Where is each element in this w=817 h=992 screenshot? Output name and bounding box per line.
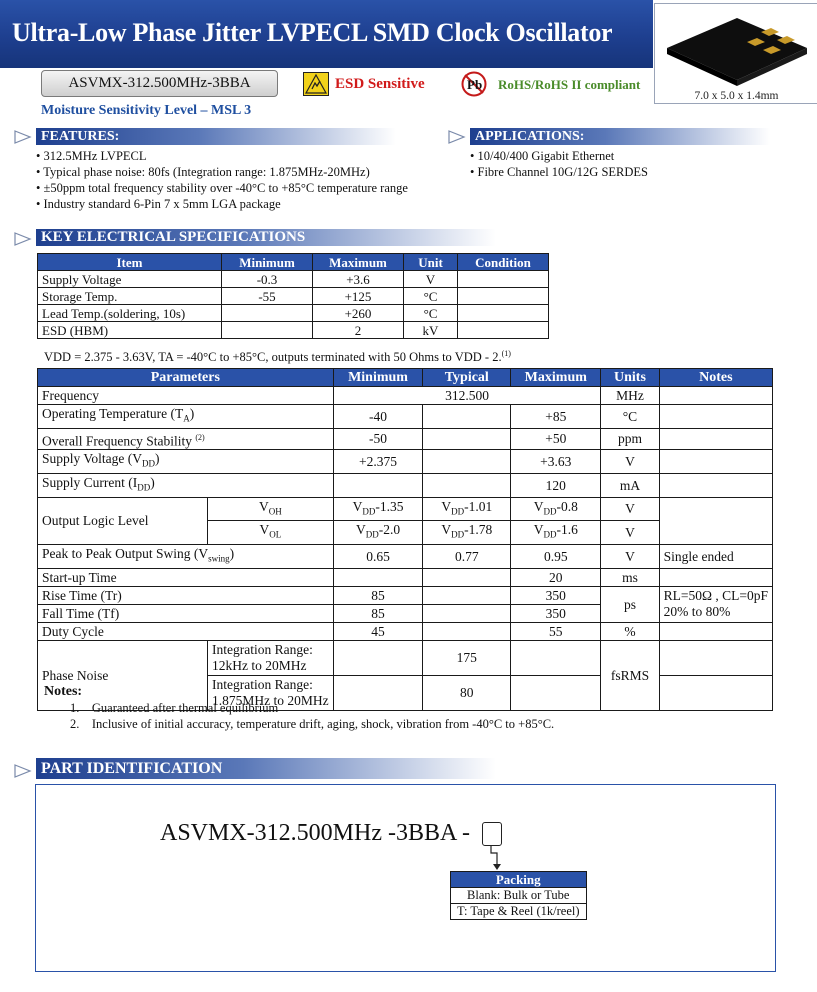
table-row: [38, 288, 549, 305]
table-cell: MHz: [601, 387, 659, 405]
table-row: [38, 586, 773, 604]
list-item: • Industry standard 6-Pin 7 x 5mm LGA package: [36, 197, 281, 211]
table-cell: [659, 640, 772, 675]
list-item: • Fibre Channel 10G/12G SERDES: [470, 165, 648, 179]
list-item: • Typical phase noise: 80fs (Integration range: 1.875MHz-20MHz): [36, 165, 370, 179]
table-cell: °C: [404, 288, 458, 305]
table-cell: [659, 450, 772, 474]
column-header: Unit: [404, 254, 458, 271]
table-cell: Storage Temp.: [38, 288, 222, 305]
table-cell: +3.6: [313, 271, 404, 288]
packing-title: Packing: [451, 872, 587, 888]
parameters-table: [37, 368, 773, 711]
table-cell: $V_{DD}-1.35$: [333, 497, 423, 521]
table-row: [38, 450, 773, 474]
applications-title: APPLICATIONS:: [475, 129, 585, 144]
table-cell: Overall Frequency Stability $^{(2)}$: [38, 428, 334, 450]
section-arrow-icon: [14, 130, 32, 144]
table-cell: [458, 271, 549, 288]
table-cell: Duty Cycle: [38, 622, 334, 640]
packing-table: [450, 871, 587, 920]
table-row: [38, 640, 773, 675]
table-cell: Operating Temperature $(T_A)$: [38, 405, 334, 429]
table-cell: -55: [222, 288, 313, 305]
key-specs-table: [37, 253, 549, 339]
table-cell: 120: [511, 473, 601, 497]
table-cell: 0.95: [511, 544, 601, 568]
column-header: Minimum: [333, 369, 423, 387]
table-row: [451, 888, 587, 904]
table-cell: %: [601, 622, 659, 640]
table-cell: Supply Current $(I_{DD})$: [38, 473, 334, 497]
moisture-sensitivity-level: Moisture Sensitivity Level – MSL 3: [41, 103, 252, 118]
table-row: [38, 305, 549, 322]
table-cell: [222, 305, 313, 322]
table-cell: 45: [333, 622, 423, 640]
table-cell: ms: [601, 568, 659, 586]
list-item: • 312.5MHz LVPECL: [36, 149, 147, 163]
table-cell: +50: [511, 428, 601, 450]
table-cell: RL=50Ω , CL=0pF 20% to 80%: [659, 586, 772, 622]
table-cell: [333, 640, 423, 675]
applications-header: [470, 128, 770, 145]
table-cell: 312.500: [333, 387, 601, 405]
part-id-header: [36, 758, 496, 779]
table-cell: Supply Voltage $(V_{DD})$: [38, 450, 334, 474]
table-cell: $V_{OH}$: [208, 497, 334, 521]
column-header: Maximum: [313, 254, 404, 271]
table-cell: $V_{DD}-2.0$: [333, 521, 423, 545]
table-cell: 20: [511, 568, 601, 586]
table-cell: 85: [333, 586, 423, 604]
table-cell: -40: [333, 405, 423, 429]
table-cell: Integration Range: 1.875MHz to 20MHz: [208, 675, 334, 710]
table-cell: 0.65: [333, 544, 423, 568]
table-cell: -50: [333, 428, 423, 450]
table-cell: Lead Temp.(soldering, 10s): [38, 305, 222, 322]
notes-title: Notes:: [44, 684, 83, 699]
table-cell: 175: [423, 640, 511, 675]
table-row: [38, 622, 773, 640]
table-cell: Output Logic Level: [38, 497, 208, 544]
down-arrow-icon: [484, 845, 504, 873]
table-cell: +85: [511, 405, 601, 429]
table-cell: [423, 622, 511, 640]
table-cell: fsRMS: [601, 640, 659, 710]
table-cell: Blank: Bulk or Tube: [451, 888, 587, 904]
table-cell: Fall Time (Tf): [38, 604, 334, 622]
table-cell: +2.375: [333, 450, 423, 474]
table-cell: $V_{OL}$: [208, 521, 334, 545]
table-row: [38, 497, 773, 521]
table-cell: 0.77: [423, 544, 511, 568]
table-cell: [222, 322, 313, 339]
table-cell: ESD (HBM): [38, 322, 222, 339]
table-cell: [458, 322, 549, 339]
table-cell: ps: [601, 586, 659, 622]
table-cell: [511, 640, 601, 675]
oscillator-package-image: [655, 4, 817, 103]
column-header: Parameters: [38, 369, 334, 387]
table-cell: [423, 586, 511, 604]
table-cell: °C: [601, 405, 659, 429]
table-cell: mA: [601, 473, 659, 497]
product-photo: [654, 3, 817, 104]
table-cell: $V_{DD}-1.6$: [511, 521, 601, 545]
table-cell: [423, 604, 511, 622]
table-cell: Supply Voltage: [38, 271, 222, 288]
esd-warning-icon: [303, 72, 329, 96]
table-cell: V: [601, 497, 659, 521]
conditions-text: VDD = 2.375 - 3.63V, TA = -40°C to +85°C, outputs terminated with 50 Ohms to VDD - 2.: [44, 350, 502, 365]
table-cell: [458, 305, 549, 322]
table-cell: [423, 450, 511, 474]
pb-symbol: Pb: [467, 77, 483, 92]
key-specs-title: KEY ELECTRICAL SPECIFICATIONS: [41, 229, 306, 245]
features-title: FEATURES:: [41, 129, 120, 144]
esd-sensitive-label: ESD Sensitive: [335, 76, 425, 92]
column-header: Typical: [423, 369, 511, 387]
table-cell: V: [601, 544, 659, 568]
table-row: [38, 271, 549, 288]
table-cell: Phase Noise: [38, 640, 208, 710]
table-cell: 80: [423, 675, 511, 710]
column-header: Notes: [659, 369, 772, 387]
table-cell: [659, 622, 772, 640]
table-cell: Start-up Time: [38, 568, 334, 586]
table-cell: [423, 428, 511, 450]
table-cell: [423, 568, 511, 586]
rohs-compliance-label: RoHS/RoHS II compliant: [498, 77, 641, 92]
table-cell: $V_{DD}-0.8$: [511, 497, 601, 521]
column-header: Minimum: [222, 254, 313, 271]
table-cell: Rise Time (Tr): [38, 586, 334, 604]
part-id-title: PART IDENTIFICATION: [41, 760, 223, 777]
table-row: [38, 473, 773, 497]
table-cell: Integration Range: 12kHz to 20MHz: [208, 640, 334, 675]
table-cell: [333, 675, 423, 710]
table-cell: [423, 405, 511, 429]
document-title: Ultra-Low Phase Jitter LVPECL SMD Clock Oscillator: [12, 18, 613, 47]
table-cell: [659, 497, 772, 544]
packing-option-placeholder: [482, 822, 502, 846]
table-cell: $V_{DD}-1.78$: [423, 521, 511, 545]
table-cell: Single ended: [659, 544, 772, 568]
list-item: • 10/40/400 Gigabit Ethernet: [470, 149, 615, 163]
table-cell: °C: [404, 305, 458, 322]
table-cell: [659, 387, 772, 405]
table-cell: 350: [511, 604, 601, 622]
applications-list: [470, 148, 648, 180]
operating-conditions: [44, 349, 511, 365]
table-row: [38, 568, 773, 586]
part-code: ASVMX-312.500MHz -3BBA -: [160, 820, 471, 846]
table-cell: 350: [511, 586, 601, 604]
table-cell: V: [601, 521, 659, 545]
table-cell: [333, 473, 423, 497]
column-header: Maximum: [511, 369, 601, 387]
table-cell: [659, 568, 772, 586]
table-cell: [333, 568, 423, 586]
table-row: [38, 322, 549, 339]
table-cell: [659, 428, 772, 450]
table-cell: +260: [313, 305, 404, 322]
column-header: Condition: [458, 254, 549, 271]
table-cell: [458, 288, 549, 305]
table-cell: ppm: [601, 428, 659, 450]
table-cell: +3.63: [511, 450, 601, 474]
table-cell: -0.3: [222, 271, 313, 288]
column-header: Item: [38, 254, 222, 271]
table-cell: 55: [511, 622, 601, 640]
table-cell: V: [601, 450, 659, 474]
part-number-badge: ASVMX-312.500MHz-3BBA: [41, 70, 278, 97]
table-cell: +125: [313, 288, 404, 305]
list-item: • ±50ppm total frequency stability over -40°C to +85°C temperature range: [36, 181, 408, 195]
table-cell: [423, 473, 511, 497]
lead-free-icon: [459, 71, 489, 97]
table-cell: [659, 675, 772, 710]
package-dimensions: 7.0 x 5.0 x 1.4mm: [694, 90, 779, 102]
table-row: [38, 387, 773, 405]
part-id-box: [35, 784, 776, 972]
note-item: 2. Inclusive of initial accuracy, temperature drift, aging, shock, vibration from -40°C to +85°C.: [70, 717, 555, 731]
table-cell: [659, 473, 772, 497]
table-cell: $V_{DD}-1.01$: [423, 497, 511, 521]
table-cell: Frequency: [38, 387, 334, 405]
table-cell: 2: [313, 322, 404, 339]
table-cell: 85: [333, 604, 423, 622]
section-arrow-icon: [448, 130, 466, 144]
table-cell: Peak to Peak Output Swing $(V_{swing})$: [38, 544, 334, 568]
table-cell: T: Tape & Reel (1k/reel): [451, 904, 587, 920]
section-arrow-icon: [14, 764, 32, 778]
column-header: Units: [601, 369, 659, 387]
features-header: [36, 128, 396, 145]
table-row: [451, 904, 587, 920]
features-list: [36, 148, 408, 212]
table-row: [38, 405, 773, 429]
table-cell: kV: [404, 322, 458, 339]
table-cell: V: [404, 271, 458, 288]
table-cell: [659, 405, 772, 429]
table-cell: [511, 675, 601, 710]
key-specs-header: [36, 229, 496, 246]
section-arrow-icon: [14, 232, 32, 246]
table-row: [38, 544, 773, 568]
conditions-footnote: (1): [501, 349, 511, 358]
table-row: [38, 428, 773, 450]
note-item: 1. Guaranteed after thermal equilibrium: [70, 701, 279, 715]
